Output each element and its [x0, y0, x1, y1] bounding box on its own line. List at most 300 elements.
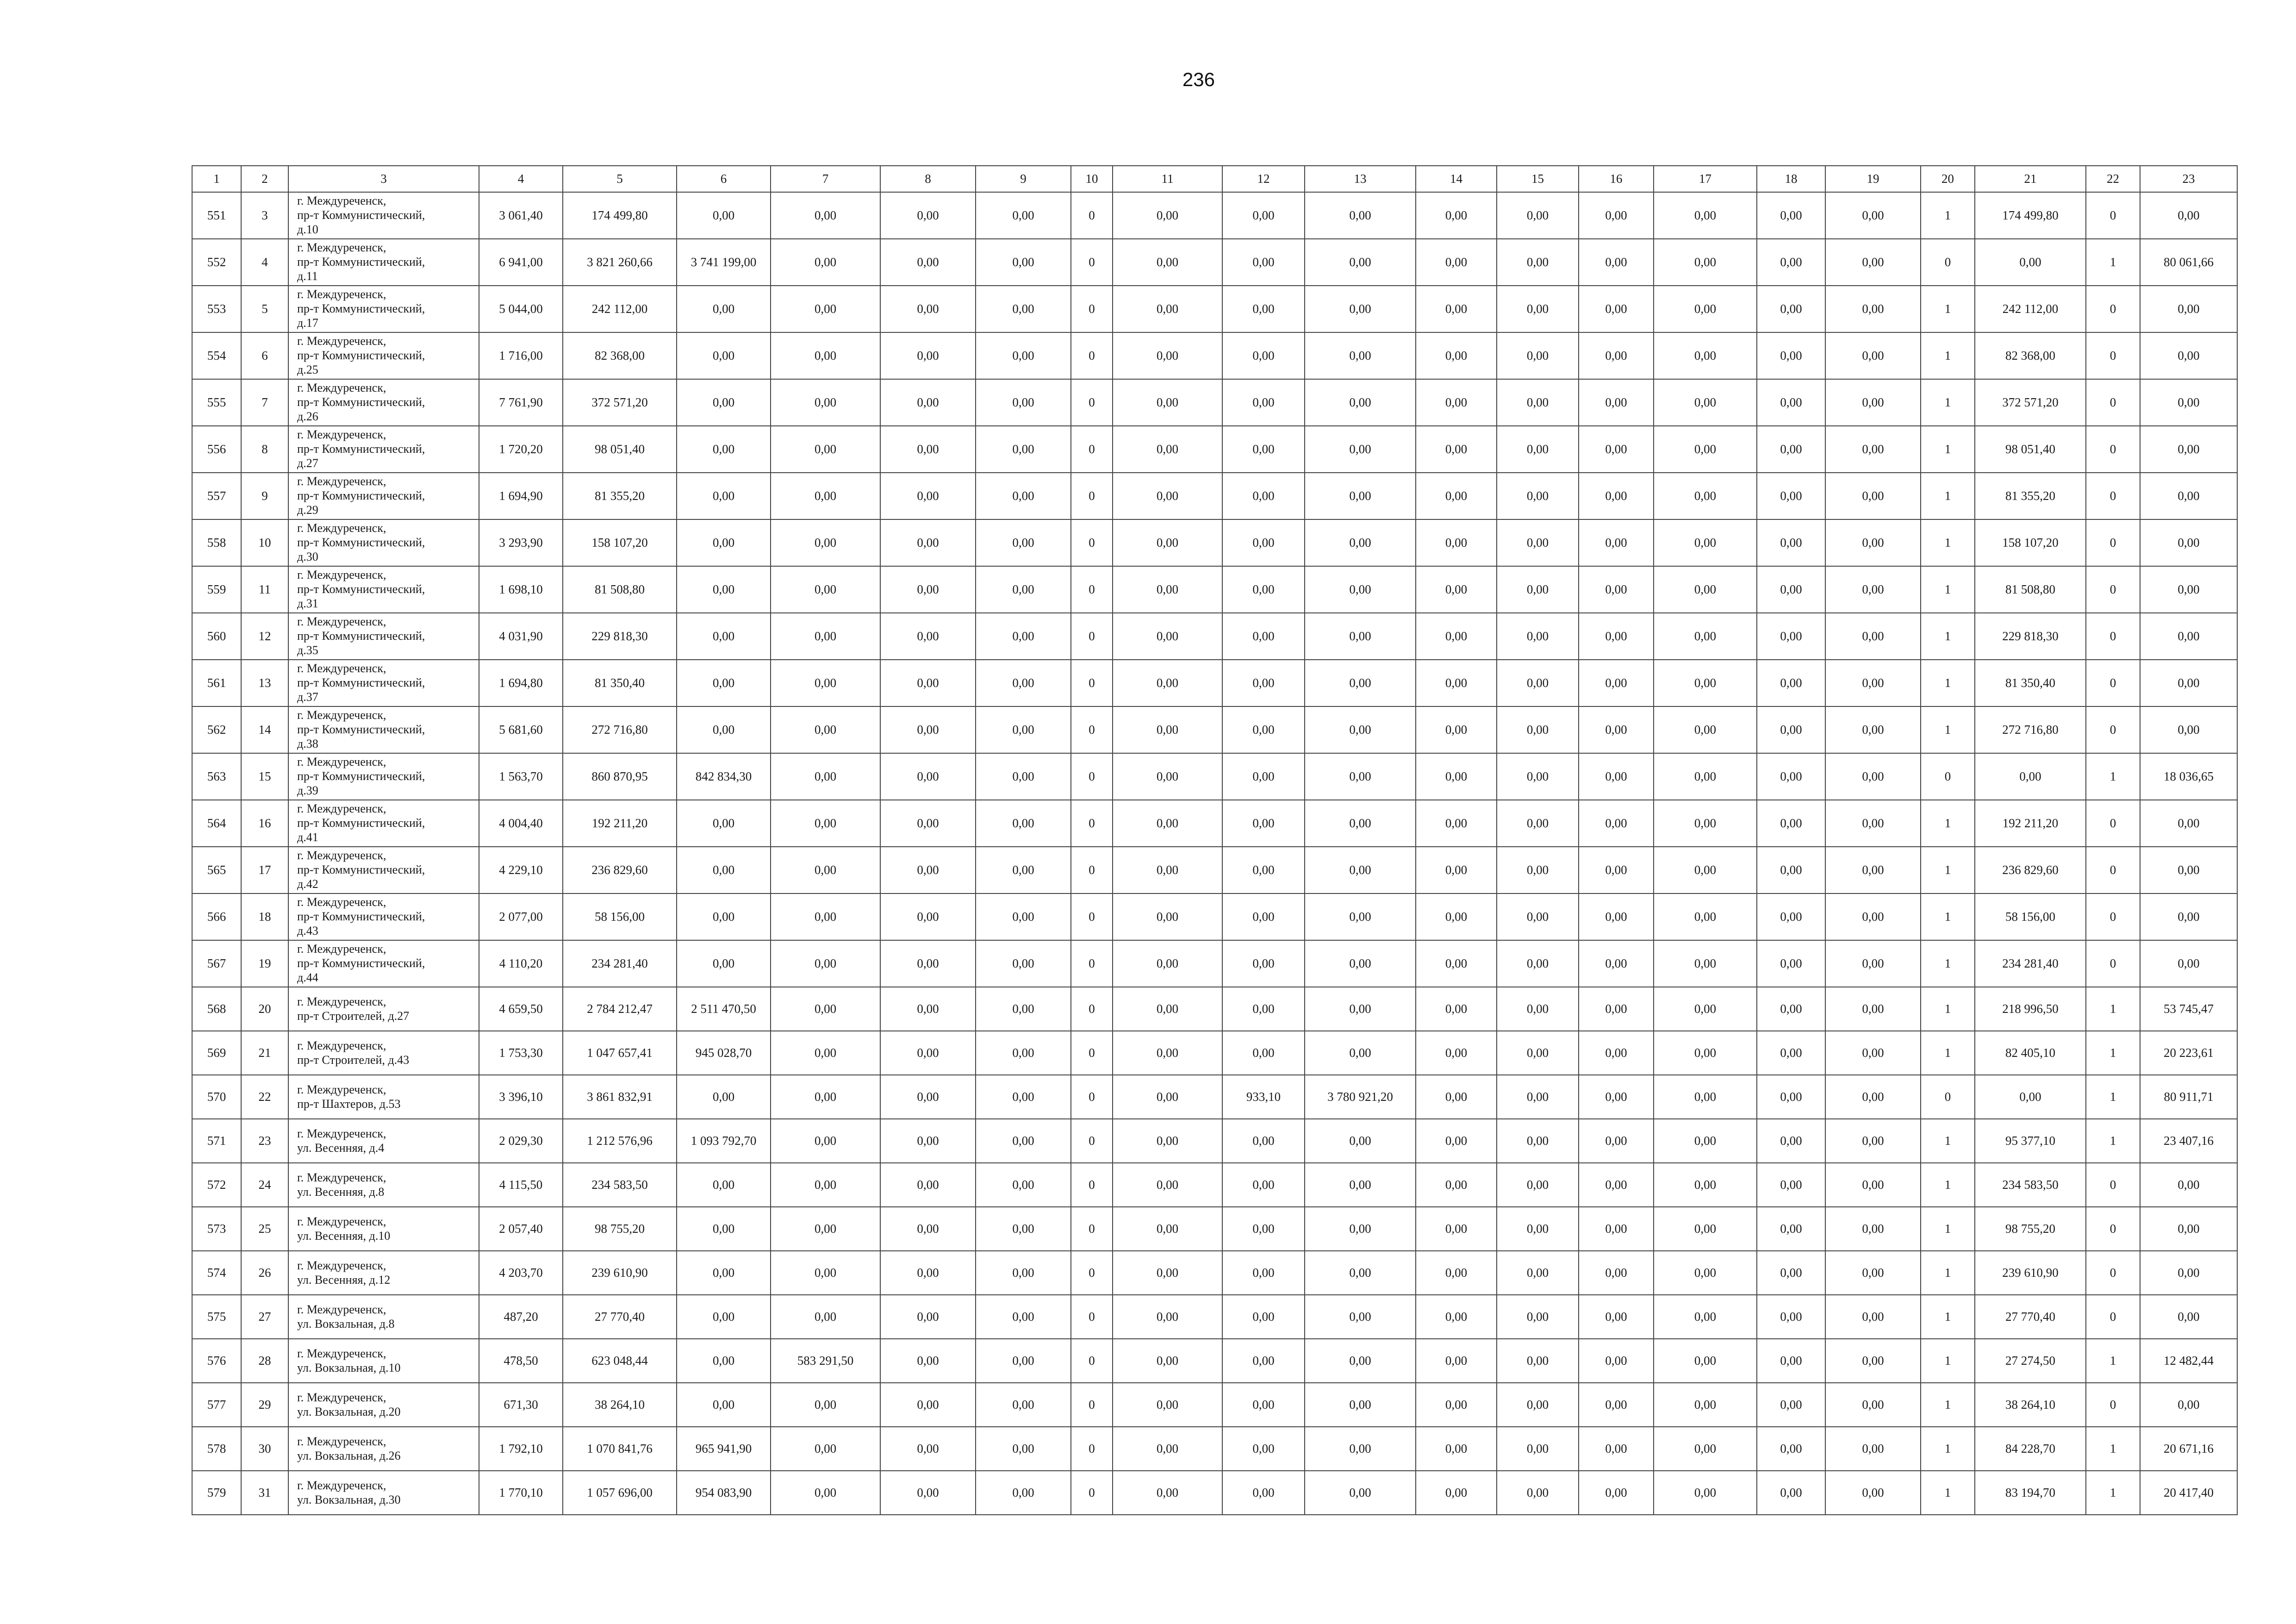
table-cell: 0,00 [1825, 332, 1921, 379]
table-cell: 0,00 [1416, 893, 1497, 940]
table-cell: 0,00 [976, 706, 1071, 753]
table-cell: 0,00 [880, 1075, 976, 1119]
table-cell: 0,00 [771, 1295, 880, 1339]
table-cell: 0,00 [1654, 426, 1757, 473]
table-cell: 0,00 [1654, 1427, 1757, 1471]
table-cell: 0 [1071, 332, 1113, 379]
table-cell: 0,00 [1757, 1251, 1825, 1295]
table-cell: 0,00 [1222, 192, 1305, 239]
table-cell: 0,00 [2140, 379, 2237, 426]
table-cell: 0,00 [771, 379, 880, 426]
table-cell: 0,00 [677, 192, 771, 239]
table-cell: 0 [1921, 753, 1975, 800]
table-cell: 0,00 [1113, 706, 1222, 753]
table-cell: 0,00 [1579, 239, 1654, 286]
table-cell: 229 818,30 [563, 613, 677, 660]
address-cell: г. Междуреченск, пр-т Коммунистический, д.39 [288, 753, 479, 800]
table-cell: 561 [192, 660, 241, 706]
table-cell: 0,00 [976, 847, 1071, 893]
table-cell: 0,00 [1416, 379, 1497, 426]
table-cell: 0,00 [1416, 1471, 1497, 1515]
table-cell: 0,00 [1416, 192, 1497, 239]
table-cell: 234 583,50 [563, 1163, 677, 1207]
table-cell: 0,00 [1579, 1163, 1654, 1207]
table-cell: 0,00 [1222, 1339, 1305, 1383]
table-cell: 0,00 [976, 800, 1071, 847]
table-cell: 372 571,20 [1975, 379, 2086, 426]
table-cell: 0 [1071, 987, 1113, 1031]
table-cell: 0,00 [1113, 519, 1222, 566]
table-cell: 38 264,10 [563, 1383, 677, 1427]
table-cell: 0,00 [1757, 847, 1825, 893]
table-cell: 0,00 [1497, 473, 1579, 519]
column-header-22: 22 [2086, 166, 2140, 192]
table-cell: 0,00 [1757, 1207, 1825, 1251]
table-cell: 1 [1921, 566, 1975, 613]
table-cell: 560 [192, 613, 241, 660]
table-cell: 0,00 [1222, 426, 1305, 473]
table-cell: 0,00 [1757, 1075, 1825, 1119]
table-cell: 0,00 [1113, 1251, 1222, 1295]
table-cell: 1 [1921, 1471, 1975, 1515]
table-cell: 0,00 [1825, 706, 1921, 753]
table-cell: 1 [2086, 1339, 2140, 1383]
table-cell: 0,00 [1654, 192, 1757, 239]
address-cell: г. Междуреченск, пр-т Коммунистический, д.17 [288, 286, 479, 332]
table-cell: 0,00 [1305, 940, 1416, 987]
table-cell: 0,00 [677, 1075, 771, 1119]
table-cell: 0,00 [1579, 426, 1654, 473]
table-cell: 0,00 [771, 426, 880, 473]
table-cell: 0,00 [1825, 1383, 1921, 1427]
address-cell: г. Междуреченск, пр-т Коммунистический, д.27 [288, 426, 479, 473]
table-cell: 0,00 [1497, 1295, 1579, 1339]
table-cell: 0,00 [880, 1427, 976, 1471]
table-cell: 0,00 [1757, 987, 1825, 1031]
table-cell: 0,00 [771, 660, 880, 706]
table-cell: 0,00 [1305, 1295, 1416, 1339]
table-cell: 3 780 921,20 [1305, 1075, 1416, 1119]
table-cell: 0,00 [771, 332, 880, 379]
table-cell: 0,00 [677, 473, 771, 519]
table-cell: 0,00 [1825, 753, 1921, 800]
table-cell: 0,00 [1825, 800, 1921, 847]
table-cell: 0,00 [771, 1427, 880, 1471]
table-cell: 0,00 [1222, 1119, 1305, 1163]
table-cell: 0,00 [1222, 940, 1305, 987]
header-row [192, 166, 2237, 192]
table-cell: 82 368,00 [563, 332, 677, 379]
table-cell: 0,00 [771, 1163, 880, 1207]
table-cell: 1 [1921, 987, 1975, 1031]
table-cell: 0,00 [1113, 1471, 1222, 1515]
table-cell: 0,00 [1654, 1207, 1757, 1251]
table-cell: 0,00 [1113, 1339, 1222, 1383]
table-cell: 0,00 [677, 1207, 771, 1251]
table-cell: 0,00 [1579, 332, 1654, 379]
table-cell: 0,00 [1579, 473, 1654, 519]
address-cell: г. Междуреченск, пр-т Коммунистический, д.29 [288, 473, 479, 519]
table-cell: 0,00 [1416, 940, 1497, 987]
table-cell: 0,00 [1654, 660, 1757, 706]
table-cell: 1 [1921, 1427, 1975, 1471]
address-cell: г. Междуреченск, ул. Вокзальная, д.8 [288, 1295, 479, 1339]
table-cell: 0,00 [1579, 1471, 1654, 1515]
table-row [192, 1075, 2237, 1119]
table-cell: 0,00 [1305, 426, 1416, 473]
table-cell: 0,00 [1416, 987, 1497, 1031]
table-row [192, 706, 2237, 753]
table-cell: 1 070 841,76 [563, 1427, 677, 1471]
table-cell: 0 [2086, 1383, 2140, 1427]
table-cell: 0,00 [2140, 519, 2237, 566]
table-row [192, 1163, 2237, 1207]
table-cell: 0,00 [880, 1163, 976, 1207]
registry-table [192, 165, 2238, 1515]
table-cell: 0,00 [1497, 1031, 1579, 1075]
table-cell: 0,00 [2140, 1383, 2237, 1427]
table-cell: 0,00 [1654, 940, 1757, 987]
table-cell: 0,00 [2140, 847, 2237, 893]
table-cell: 4 110,20 [479, 940, 563, 987]
table-cell: 234 281,40 [563, 940, 677, 987]
column-header-7: 7 [771, 166, 880, 192]
table-cell: 0,00 [1222, 286, 1305, 332]
table-cell: 1 [1921, 940, 1975, 987]
table-cell: 0,00 [2140, 426, 2237, 473]
table-cell: 0,00 [1825, 192, 1921, 239]
table-cell: 558 [192, 519, 241, 566]
table-cell: 0,00 [1113, 332, 1222, 379]
table-cell: 0,00 [1305, 286, 1416, 332]
table-cell: 0,00 [880, 987, 976, 1031]
table-cell: 98 051,40 [1975, 426, 2086, 473]
table-cell: 563 [192, 753, 241, 800]
table-cell: 0,00 [1113, 1383, 1222, 1427]
table-cell: 0,00 [1416, 1295, 1497, 1339]
table-cell: 2 784 212,47 [563, 987, 677, 1031]
table-cell: 0,00 [1222, 987, 1305, 1031]
table-cell: 3 [241, 192, 288, 239]
address-cell: г. Междуреченск, пр-т Коммунистический, д.25 [288, 332, 479, 379]
address-cell: г. Междуреченск, пр-т Строителей, д.43 [288, 1031, 479, 1075]
table-cell: 0,00 [1654, 1295, 1757, 1339]
table-cell: 0,00 [1579, 1295, 1654, 1339]
table-cell: 0,00 [677, 800, 771, 847]
table-cell: 0,00 [1825, 660, 1921, 706]
table-cell: 0,00 [677, 847, 771, 893]
table-cell: 1 [1921, 800, 1975, 847]
table-cell: 0,00 [1416, 1119, 1497, 1163]
table-cell: 0,00 [1305, 1207, 1416, 1251]
table-row [192, 192, 2237, 239]
table-cell: 0 [2086, 940, 2140, 987]
table-row [192, 800, 2237, 847]
table-cell: 0 [1071, 1471, 1113, 1515]
table-cell: 27 [241, 1295, 288, 1339]
table-cell: 0,00 [976, 1075, 1071, 1119]
table-cell: 556 [192, 426, 241, 473]
address-cell: г. Междуреченск, пр-т Коммунистический, д.30 [288, 519, 479, 566]
table-cell: 0 [2086, 473, 2140, 519]
table-cell: 1 [1921, 1251, 1975, 1295]
table-cell: 0,00 [1579, 566, 1654, 613]
table-cell: 0 [1071, 940, 1113, 987]
table-cell: 0,00 [2140, 1295, 2237, 1339]
table-cell: 0,00 [976, 753, 1071, 800]
table-cell: 0 [1071, 893, 1113, 940]
table-cell: 0 [2086, 426, 2140, 473]
address-cell: г. Междуреченск, пр-т Коммунистический, д.43 [288, 893, 479, 940]
table-cell: 0,00 [1305, 893, 1416, 940]
table-cell: 0,00 [2140, 940, 2237, 987]
table-cell: 174 499,80 [563, 192, 677, 239]
table-cell: 234 583,50 [1975, 1163, 2086, 1207]
table-cell: 487,20 [479, 1295, 563, 1339]
table-cell: 0,00 [2140, 1163, 2237, 1207]
column-header-13: 13 [1305, 166, 1416, 192]
column-header-16: 16 [1579, 166, 1654, 192]
table-cell: 18 [241, 893, 288, 940]
table-cell: 0,00 [1416, 1339, 1497, 1383]
address-cell: г. Междуреченск, пр-т Коммунистический, д.31 [288, 566, 479, 613]
table-cell: 4 [241, 239, 288, 286]
table-cell: 0,00 [1825, 893, 1921, 940]
table-cell: 0,00 [1222, 1471, 1305, 1515]
column-header-2: 2 [241, 166, 288, 192]
table-cell: 0,00 [1113, 940, 1222, 987]
table-cell: 0,00 [1654, 239, 1757, 286]
table-cell: 20 671,16 [2140, 1427, 2237, 1471]
table-cell: 0,00 [1579, 660, 1654, 706]
table-cell: 0,00 [1825, 1031, 1921, 1075]
table-cell: 0,00 [1497, 660, 1579, 706]
table-body [192, 192, 2237, 1515]
table-cell: 0,00 [880, 1471, 976, 1515]
table-cell: 84 228,70 [1975, 1427, 2086, 1471]
table-cell: 0,00 [677, 379, 771, 426]
table-cell: 239 610,90 [1975, 1251, 2086, 1295]
table-cell: 192 211,20 [1975, 800, 2086, 847]
table-cell: 0,00 [1825, 1163, 1921, 1207]
table-cell: 0,00 [771, 1207, 880, 1251]
table-cell: 562 [192, 706, 241, 753]
table-cell: 24 [241, 1163, 288, 1207]
table-cell: 30 [241, 1427, 288, 1471]
table-cell: 1 [1921, 332, 1975, 379]
table-cell: 0,00 [1305, 987, 1416, 1031]
table-cell: 0,00 [1757, 1163, 1825, 1207]
table-cell: 0,00 [976, 1427, 1071, 1471]
table-cell: 842 834,30 [677, 753, 771, 800]
table-cell: 0,00 [1654, 893, 1757, 940]
table-cell: 0 [2086, 286, 2140, 332]
table-row [192, 847, 2237, 893]
table-cell: 0,00 [677, 1163, 771, 1207]
table-cell: 583 291,50 [771, 1339, 880, 1383]
table-cell: 1 770,10 [479, 1471, 563, 1515]
table-cell: 0,00 [1579, 847, 1654, 893]
table-cell: 0,00 [1654, 286, 1757, 332]
table-cell: 7 761,90 [479, 379, 563, 426]
table-cell: 0,00 [1825, 379, 1921, 426]
table-cell: 0,00 [677, 426, 771, 473]
table-cell: 0,00 [677, 286, 771, 332]
table-cell: 19 [241, 940, 288, 987]
table-cell: 0,00 [976, 1295, 1071, 1339]
table-cell: 0,00 [880, 566, 976, 613]
table-cell: 0,00 [976, 332, 1071, 379]
table-cell: 0,00 [1579, 1207, 1654, 1251]
table-cell: 0,00 [771, 192, 880, 239]
table-cell: 0,00 [771, 1251, 880, 1295]
table-cell: 0,00 [1497, 379, 1579, 426]
table-cell: 9 [241, 473, 288, 519]
table-cell: 565 [192, 847, 241, 893]
table-cell: 0,00 [976, 660, 1071, 706]
table-cell: 0,00 [1113, 1075, 1222, 1119]
address-cell: г. Междуреченск, ул. Вокзальная, д.10 [288, 1339, 479, 1383]
table-cell: 0,00 [1975, 753, 2086, 800]
table-cell: 0,00 [1579, 379, 1654, 426]
table-cell: 0,00 [1825, 519, 1921, 566]
table-row [192, 239, 2237, 286]
table-cell: 20 223,61 [2140, 1031, 2237, 1075]
table-cell: 242 112,00 [563, 286, 677, 332]
table-cell: 0 [2086, 847, 2140, 893]
table-cell: 574 [192, 1251, 241, 1295]
table-cell: 671,30 [479, 1383, 563, 1427]
table-cell: 0,00 [1113, 1295, 1222, 1339]
table-cell: 2 057,40 [479, 1207, 563, 1251]
table-cell: 27 770,40 [1975, 1295, 2086, 1339]
table-cell: 0,00 [1497, 753, 1579, 800]
table-cell: 0,00 [1654, 379, 1757, 426]
table-cell: 0,00 [1305, 660, 1416, 706]
table-cell: 0 [2086, 1251, 2140, 1295]
table-cell: 1 212 576,96 [563, 1119, 677, 1163]
table-cell: 27 274,50 [1975, 1339, 2086, 1383]
table-cell: 0 [1071, 1427, 1113, 1471]
table-cell: 0 [2086, 1163, 2140, 1207]
table-cell: 1 [1921, 1295, 1975, 1339]
table-cell: 0 [1071, 566, 1113, 613]
table-cell: 552 [192, 239, 241, 286]
column-header-11: 11 [1113, 166, 1222, 192]
table-cell: 2 077,00 [479, 893, 563, 940]
table-cell: 1 753,30 [479, 1031, 563, 1075]
table-cell: 81 355,20 [563, 473, 677, 519]
table-cell: 0,00 [1654, 332, 1757, 379]
table-cell: 1 716,00 [479, 332, 563, 379]
table-cell: 3 396,10 [479, 1075, 563, 1119]
table-cell: 0,00 [1654, 613, 1757, 660]
table-cell: 569 [192, 1031, 241, 1075]
table-cell: 0,00 [1113, 893, 1222, 940]
table-cell: 0,00 [1579, 800, 1654, 847]
table-cell: 0,00 [1825, 1427, 1921, 1471]
table-cell: 0,00 [1654, 1075, 1757, 1119]
table-cell: 0,00 [771, 473, 880, 519]
table-cell: 0,00 [976, 1339, 1071, 1383]
table-cell: 20 [241, 987, 288, 1031]
table-cell: 1 792,10 [479, 1427, 563, 1471]
table-cell: 14 [241, 706, 288, 753]
table-cell: 1 093 792,70 [677, 1119, 771, 1163]
table-cell: 0,00 [1497, 1119, 1579, 1163]
table-cell: 0,00 [1416, 1207, 1497, 1251]
table-cell: 0,00 [1222, 1383, 1305, 1427]
table-cell: 0,00 [1222, 1427, 1305, 1471]
table-cell: 83 194,70 [1975, 1471, 2086, 1515]
table-cell: 0,00 [1305, 1339, 1416, 1383]
table-cell: 0,00 [1113, 1031, 1222, 1075]
table-cell: 0,00 [677, 613, 771, 660]
table-cell: 0,00 [880, 1295, 976, 1339]
table-cell: 0,00 [1825, 940, 1921, 987]
table-cell: 0,00 [1757, 239, 1825, 286]
table-cell: 28 [241, 1339, 288, 1383]
table-cell: 0,00 [1975, 239, 2086, 286]
table-cell: 0,00 [1497, 706, 1579, 753]
table-cell: 0 [1071, 519, 1113, 566]
table-cell: 0,00 [1579, 1339, 1654, 1383]
table-cell: 0,00 [771, 1471, 880, 1515]
table-cell: 0,00 [1825, 286, 1921, 332]
table-cell: 0,00 [1305, 847, 1416, 893]
table-cell: 0,00 [1113, 192, 1222, 239]
table-cell: 0,00 [1416, 800, 1497, 847]
table-cell: 0,00 [677, 940, 771, 987]
table-cell: 2 511 470,50 [677, 987, 771, 1031]
table-cell: 0,00 [1416, 706, 1497, 753]
table-row [192, 893, 2237, 940]
table-cell: 0,00 [1497, 1207, 1579, 1251]
table-cell: 26 [241, 1251, 288, 1295]
table-cell: 0,00 [976, 473, 1071, 519]
table-cell: 566 [192, 893, 241, 940]
table-row [192, 566, 2237, 613]
table-cell: 0,00 [771, 893, 880, 940]
table-cell: 0,00 [1654, 1163, 1757, 1207]
table-cell: 0,00 [1497, 332, 1579, 379]
table-cell: 1 [1921, 1119, 1975, 1163]
address-cell: г. Междуреченск, пр-т Строителей, д.27 [288, 987, 479, 1031]
table-cell: 0,00 [1825, 473, 1921, 519]
table-cell: 1 [1921, 893, 1975, 940]
table-cell: 0,00 [1975, 1075, 2086, 1119]
table-cell: 174 499,80 [1975, 192, 2086, 239]
table-cell: 0 [2086, 1295, 2140, 1339]
table-cell: 0,00 [1757, 473, 1825, 519]
table-cell: 623 048,44 [563, 1339, 677, 1383]
table-cell: 557 [192, 473, 241, 519]
table-cell: 0,00 [1113, 239, 1222, 286]
table-cell: 0,00 [1757, 566, 1825, 613]
table-cell: 0,00 [1416, 1383, 1497, 1427]
table-cell: 1 720,20 [479, 426, 563, 473]
table-cell: 1 694,80 [479, 660, 563, 706]
table-cell: 272 716,80 [1975, 706, 2086, 753]
address-cell: г. Междуреченск, пр-т Коммунистический, д.37 [288, 660, 479, 706]
table-cell: 0,00 [1579, 940, 1654, 987]
table-cell: 0,00 [677, 566, 771, 613]
table-row [192, 940, 2237, 987]
address-cell: г. Междуреченск, пр-т Коммунистический, д.44 [288, 940, 479, 987]
table-cell: 0 [1071, 192, 1113, 239]
table-cell: 0,00 [1497, 566, 1579, 613]
table-cell: 1 [1921, 847, 1975, 893]
